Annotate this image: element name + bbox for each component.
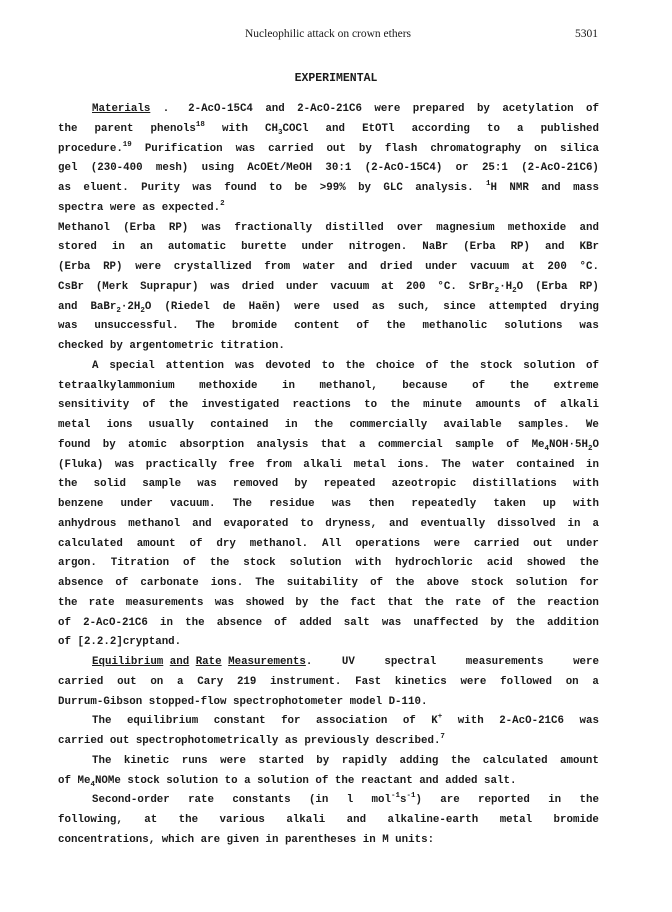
text-line: stored in an automatic burette under nitrogen. NaBr (Erba RP) and KBr [58,241,599,254]
text-line: concentrations, which are given in parentheses in M units: [58,833,435,846]
text-line: metal ions usually contained in the commercially available samples. We [58,419,599,431]
text-line: A special attention was devoted to the choice of the stock solution of [92,359,599,372]
text-line: as eluent. Purity was found to be >99% by GLC analysis. $^1$H NMR and mass [58,180,599,194]
text-line: (Erba RP) were crystallized from water and dried under vacuum at 200 °C. [58,261,599,273]
page-header [58,28,598,46]
text-line: spectra were as expected.$^2$ [58,199,225,214]
text-line: argon. Titration of the stock solution with hydrochloric acid showed the [58,557,599,570]
text-line: carried out on a Cary 219 instrument. Fast kinetics were followed on a [58,675,599,688]
text-line: benzene under vacuum. The residue was then repeatedly taken up with [58,498,599,510]
text-line: CsBr (Merk Suprapur) was dried under vacuum at 200 °C. $SrBr_2\cdot H_2O$ (Erba RP) [58,280,599,295]
text-line: the parent phenols$^{18}$ with $CH_3COCl$ and EtOTl according to a published [58,120,599,137]
section-title: EXPERIMENTAL [294,72,378,85]
text-line: of $Me_4NOMe$ stock solution to a solution of the reactant and added salt. [58,774,517,789]
text-line: the solid sample was removed by repeated azeotropic distillations with [58,478,599,491]
text-line: The equilibrium constant for association of K+ with 2-AcO-21C6 was [92,713,599,728]
text-line: Durrum-Gibson stopped-flow spectrophotometer model D-110. [58,695,428,708]
text-line: sensitivity of the investigated reactions to the minute amounts of alkali [58,399,599,412]
text-line: anhydrous methanol and evaporated to dryness, and eventually dissolved in a [58,517,599,530]
text-line: Second-order rate constants (in l $mol^{-1}s^{-1}$) are reported in the [92,792,599,807]
text-line: Materials . 2-AcO-15C4 and 2-AcO-21C6 were prepared by acetylation of [92,103,599,115]
text-line: Methanol (Erba RP) was fractionally distilled over magnesium methoxide and [58,221,599,234]
running-title: Nucleophilic attack on crown ethers [244,28,412,40]
text-line: carried out spectrophotometrically as previously described.$^7$ [58,733,445,747]
text-line: Equilibrium and Rate Measurements. UV spectral measurements were [92,656,599,668]
text-line: tetraalkylammonium methoxide in methanol, because of the extreme [58,379,599,392]
text-line: (Fluka) was practically free from alkali metal ions. The water contained in [58,458,599,471]
text-line: gel (230-400 mesh) using AcOEt/MeOH 30:1 (2-AcO-15C4) or 25:1 (2-AcO-21C6) [58,162,599,175]
text-line: and $BaBr_2\cdot 2H_2O$ (Riedel de Haën) were used as such, since attempted drying [58,300,599,315]
page-number: 5301 [575,28,598,40]
text-line: procedure.$^{19}$ Purification was carried out by flash chromatography on silica [58,140,599,155]
text-line: The kinetic runs were started by rapidly adding the calculated amount [92,754,599,767]
text-line: of [2.2.2]cryptand. [58,636,182,649]
text-line: found by atomic absorption analysis that a commercial sample of $Me_4NOH\cdot 5H_2O$ [58,438,599,453]
text-line: was unsuccessful. The bromide content of the methanolic solutions was [58,320,599,333]
text-line: following, at the various alkali and alkaline-earth metal bromide [58,814,599,826]
body-text [58,100,599,851]
text-line: absence of carbonate ions. The suitability of the above stock solution for [58,577,599,589]
text-line: the rate measurements was showed by the fact that the rate of the reaction [58,596,599,609]
text-line: of 2-AcO-21C6 in the absence of added salt was unaffected by the addition [58,616,599,629]
text-line: checked by argentometric titration. [58,340,285,352]
text-line: calculated amount of dry methanol. All operations were carried out under [58,537,599,550]
